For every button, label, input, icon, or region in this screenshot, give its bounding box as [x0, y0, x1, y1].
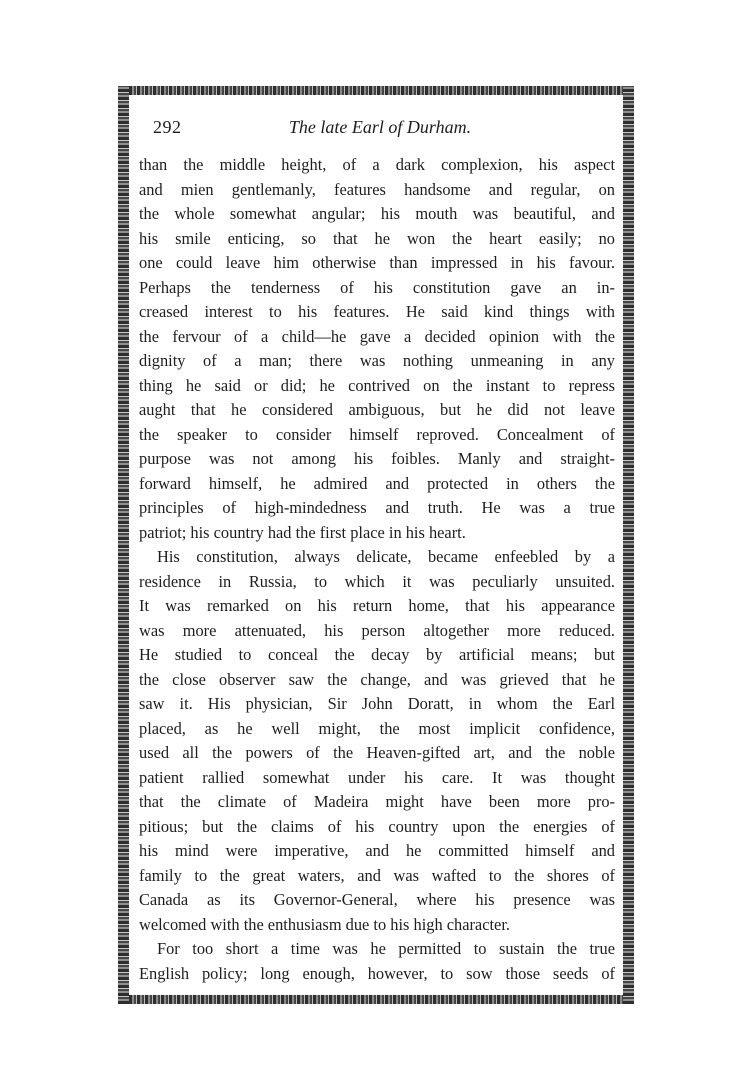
- text-line: principles of high-mindedness and truth. He was a true: [139, 498, 615, 517]
- text-line: the close observer saw the change, and was grieved that he: [139, 669, 615, 689]
- text-line: the speaker to consider himself reproved. Concealment of: [139, 424, 615, 444]
- page-edge-top: [129, 86, 623, 95]
- text-line: For too short a time was he permitted to sustain the true: [157, 939, 615, 958]
- running-title: The late Earl of Durham.: [288, 117, 472, 137]
- text-line: patient rallied somewhat under his care. It was thought: [139, 767, 615, 787]
- page-number: 292: [153, 117, 182, 137]
- text-line: He studied to conceal the decay by artificial means; but: [139, 645, 615, 664]
- text-line: English policy; long enough, however, to sow those seeds of: [139, 963, 615, 983]
- running-head: [153, 117, 607, 143]
- text-line: pitious; but the claims of his country upon the energies of: [139, 816, 615, 836]
- text-line: family to the great waters, and was wafted to the shores of: [139, 865, 615, 885]
- text-line: his mind were imperative, and he committed himself and: [139, 841, 615, 860]
- text-line: his smile enticing, so that he won the heart easily; no: [139, 228, 615, 248]
- text-line: thing he said or did; he contrived on the instant to repress: [139, 375, 615, 395]
- text-line: Perhaps the tenderness of his constitution gave an in-: [139, 277, 615, 297]
- text-line: It was remarked on his return home, that his appearance: [139, 596, 615, 615]
- text-line: aught that he considered ambiguous, but he did not leave: [139, 400, 615, 419]
- text-line: Canada as its Governor-General, where his presence was: [139, 890, 615, 909]
- page-edge-left: [118, 86, 129, 1004]
- page-edge-bottom: [129, 995, 623, 1004]
- text-line: creased interest to his features. He said kind things with: [139, 302, 615, 321]
- text-line: saw it. His physician, Sir John Doratt, in whom the Earl: [139, 694, 615, 713]
- book-page: [118, 86, 634, 1004]
- text-line: His constitution, always delicate, became enfeebled by a: [157, 547, 615, 566]
- text-line: placed, as he well might, the most implicit confidence,: [139, 718, 615, 738]
- text-line: forward himself, he admired and protected in others the: [139, 473, 615, 493]
- text-line: and mien gentlemanly, features handsome and regular, on: [139, 179, 615, 199]
- text-line: welcomed with the enthusiasm due to his high character.: [139, 914, 510, 934]
- text-line: purpose was not among his foibles. Manly and straight-: [139, 449, 615, 468]
- text-line: residence in Russia, to which it was peculiarly unsuited.: [139, 571, 615, 591]
- text-line: the whole somewhat angular; his mouth was beautiful, and: [139, 204, 615, 223]
- text-line: dignity of a man; there was nothing unmeaning in any: [139, 351, 615, 370]
- text-line: that the climate of Madeira might have been more pro-: [139, 792, 615, 811]
- page-edge-right: [623, 86, 634, 1004]
- text-line: the fervour of a child—he gave a decided opinion with the: [139, 326, 615, 346]
- text-line: used all the powers of the Heaven-gifted art, and the noble: [139, 743, 615, 762]
- text-line: than the middle height, of a dark complexion, his aspect: [139, 155, 615, 174]
- body-text: [139, 153, 615, 986]
- text-line: patriot; his country had the first place in his heart.: [139, 522, 466, 542]
- text-line: one could leave him otherwise than impressed in his favour.: [139, 253, 615, 272]
- text-line: was more attenuated, his person altogether more reduced.: [139, 620, 615, 640]
